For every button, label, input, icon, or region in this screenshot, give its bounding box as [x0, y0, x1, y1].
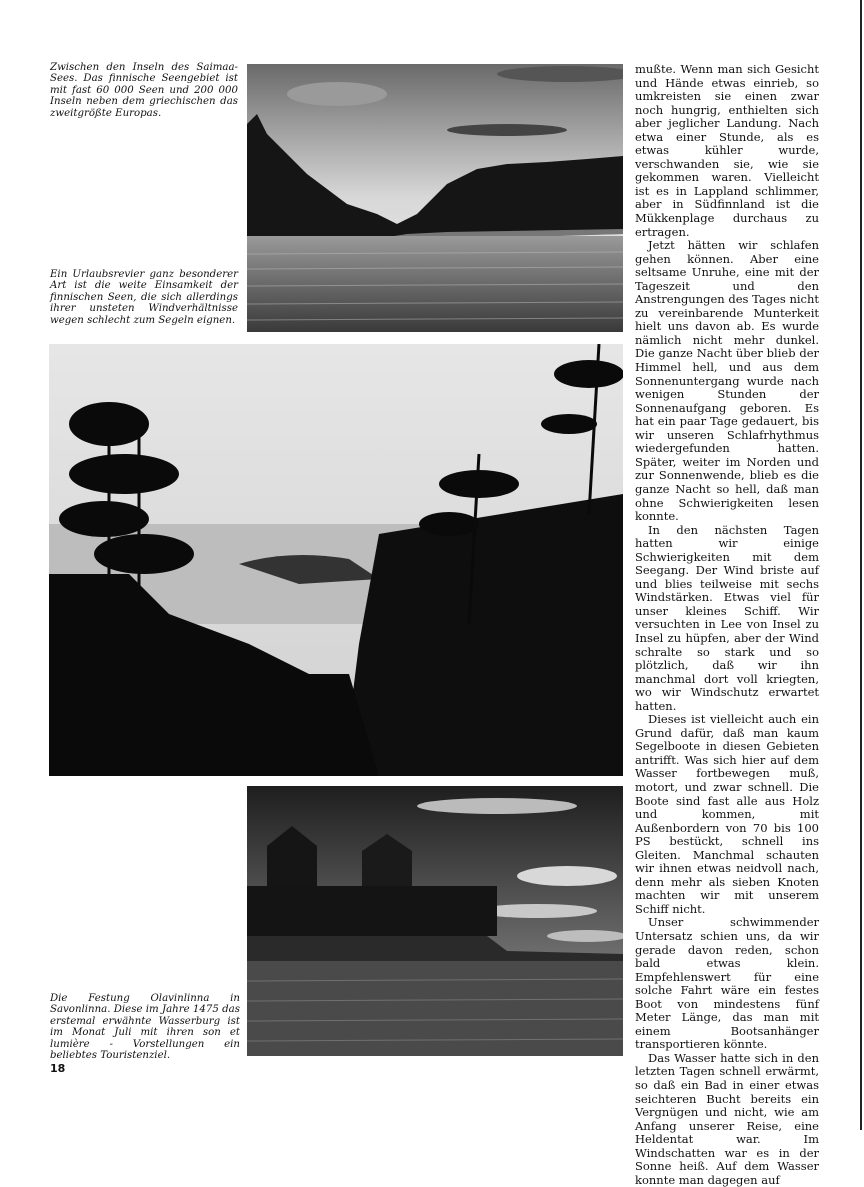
- page-number: 18: [50, 1062, 66, 1075]
- body-paragraph: Jetzt hätten wir schlafen gehen können. Aber eine seltsame Unruhe, eine mit der Tageszeit und den Anstrengungen des Tages nicht zu vereinbarende Munterkeit hielt uns davon ab. Es wurde nämlich nicht mehr dunkel. Die ganze Nacht über blieb der Himmel hell, und aus dem Sonnenuntergang wurde nach wenigen Stunden der Sonnenaufgang geboren. Es hat ein paar Tage gedauert, bis wir unseren Schlafrhythmus wiedergefunden hatten. Später, weiter im Norden und zur Sonnenwende, blieb es die ganze Nacht so hell, daß man ohne Schwierigkeiten lesen konnte.: [635, 238, 819, 524]
- photo-olavinlinna-castle: [247, 786, 623, 1056]
- caption-olavinlinna: Die Festung Olavinlinna in Savonlinna. Diese im Jahre 1475 das erstemal erwähnte Wasserburg ist im Monat Juli mit ihren son et lumière - Vorstellungen ein beliebtes Touristenziel.: [50, 993, 240, 1062]
- body-paragraph: In den nächsten Tagen hatten wir einige Schwierigkeiten mit dem Seegang. Der Wind briste auf und blies teilweise mit sechs Windstärken. Etwas viel für unser kleines Schiff. Wir versuchten in Lee von Insel zu Insel zu hüpfen, aber der Wind schralte so stark und so plötzlich, daß wir ihn manchmal dort voll kriegten, wo wir Windschutz erwartet hatten.: [635, 522, 819, 713]
- caption-saimaa: Zwischen den Inseln des Saimaa-Sees. Das finnische Seengebiet ist mit fast 60 000 Seen und 200 000 Inseln neben dem griechischen das zweitgrößte Europas.: [50, 62, 238, 119]
- photo-pines-lake: [49, 344, 623, 776]
- body-paragraph: Dieses ist vielleicht auch ein Grund dafür, daß man kaum Segelboote in diesen Gebieten antrifft. Was sich hier auf dem Wasser fortbewegen muß, motort, und zwar schnell. Die Boote sind fast alle aus Holz und kommen, mit Außenbordern von 70 bis 100 PS bestückt, schnell ins Gleiten. Manchmal schauten wir ihnen etwas neidvoll nach, denn mehr als sieben Knoten machten wir mit unserem Schiff nicht.: [635, 712, 819, 916]
- article-body-column: [635, 63, 819, 1187]
- photo-saimaa-lake: [247, 64, 623, 332]
- body-paragraph: Unser schwimmender Untersatz schien uns, da wir gerade davon reden, schon bald etwas klein. Empfehlenswert für eine solche Fahrt wäre ein festes Boot von mindestens fünf Meter Länge, das man mit einem Bootsanhänger transportieren könnte.: [635, 915, 819, 1052]
- caption-urlaubsrevier: Ein Urlaubsrevier ganz besonderer Art ist die weite Einsamkeit der finnischen Seen, die sich allerdings ihrer unsteten Windverhältnisse wegen schlecht zum Segeln eignen.: [50, 269, 238, 326]
- body-paragraph: mußte. Wenn man sich Gesicht und Hände etwas einrieb, so umkreisten sie einen zwar noch hungrig, enthielten sich aber jeglicher Landung. Nach etwa einer Stunde, als es etwas kühler wurde, verschwanden sie, wie sie gekommen waren. Vielleicht ist es in Lappland schlimmer, aber in Südfinnland ist die Mükkenplage durchaus zu ertragen.: [635, 62, 819, 239]
- page-edge-rule: [860, 0, 862, 1130]
- body-paragraph: Das Wasser hatte sich in den letzten Tagen schnell erwärmt, so daß ein Bad in einer etwas seichteren Bucht bereits ein Vergnügen und nicht, wie am Anfang unserer Reise, eine Heldentat war. Im Windschatten war es in der Sonne heiß. Auf dem Wasser konnte man dagegen auf: [635, 1050, 819, 1187]
